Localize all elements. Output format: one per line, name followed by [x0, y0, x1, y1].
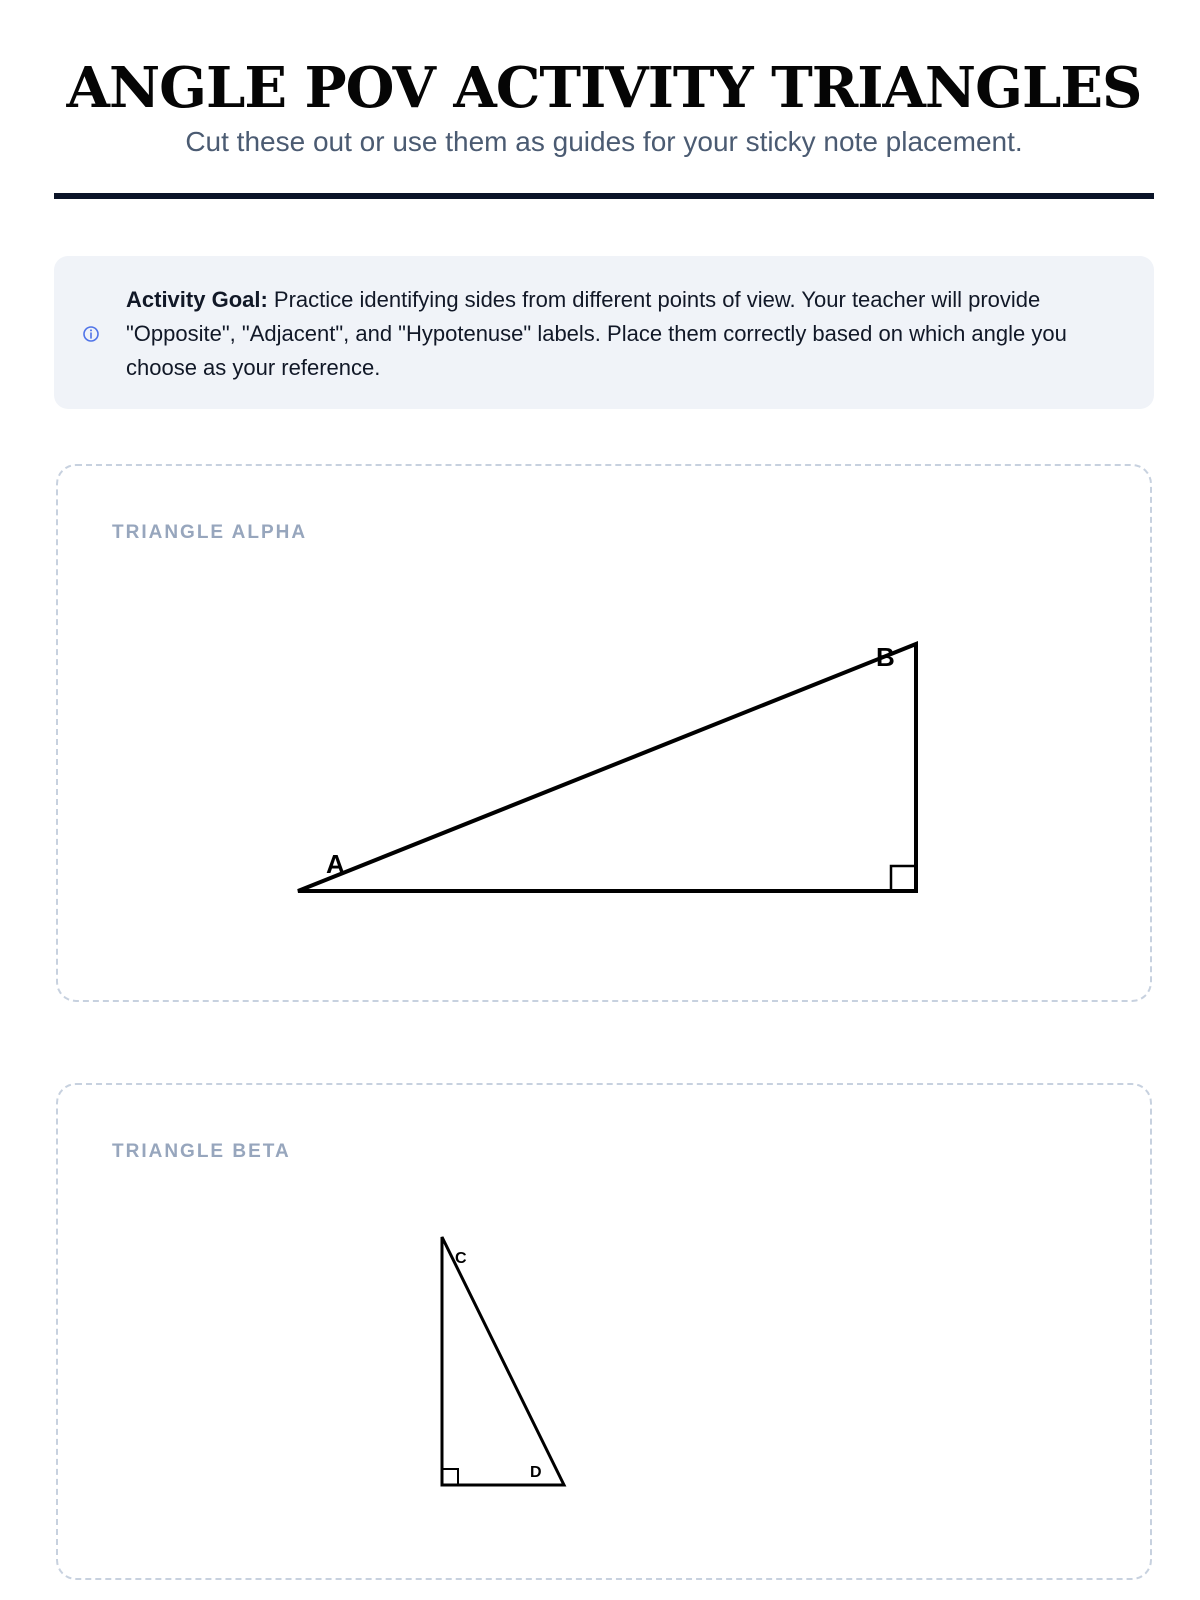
triangle-beta-figure	[58, 1085, 1154, 1582]
header-divider	[54, 193, 1154, 199]
vertex-label-c: C	[455, 1250, 467, 1267]
vertex-label-d: D	[530, 1464, 542, 1481]
triangle-alpha-label: TRIANGLE ALPHA	[112, 522, 308, 543]
right-angle-marker	[891, 866, 916, 891]
vertex-label-b: B	[876, 642, 895, 672]
triangle-beta-label: TRIANGLE BETA	[112, 1141, 291, 1162]
activity-goal-callout	[54, 256, 1154, 409]
activity-goal-text	[126, 283, 1136, 385]
page-subtitle: Cut these out or use them as guides for your sticky note placement.	[185, 126, 1023, 157]
triangle-alpha-figure	[58, 466, 1154, 1004]
triangle-beta-shape	[442, 1237, 564, 1485]
triangle-alpha-card	[56, 464, 1152, 1002]
info-icon	[81, 324, 101, 344]
activity-goal-label: Activity Goal:	[126, 287, 268, 312]
activity-goal-description: Practice identifying sides from different points of view. Your teacher will provide "Opposite", "Adjacent", and "Hypotenuse" labels. Place them correctly based on which angle you choose as your reference.	[126, 287, 1067, 380]
page-title: ANGLE POV ACTIVITY TRIANGLES	[66, 55, 1142, 121]
triangle-beta-card	[56, 1083, 1152, 1580]
page-header	[54, 0, 1154, 200]
right-angle-marker	[442, 1469, 458, 1485]
vertex-label-a: A	[326, 849, 345, 879]
triangle-alpha-shape	[298, 644, 916, 891]
